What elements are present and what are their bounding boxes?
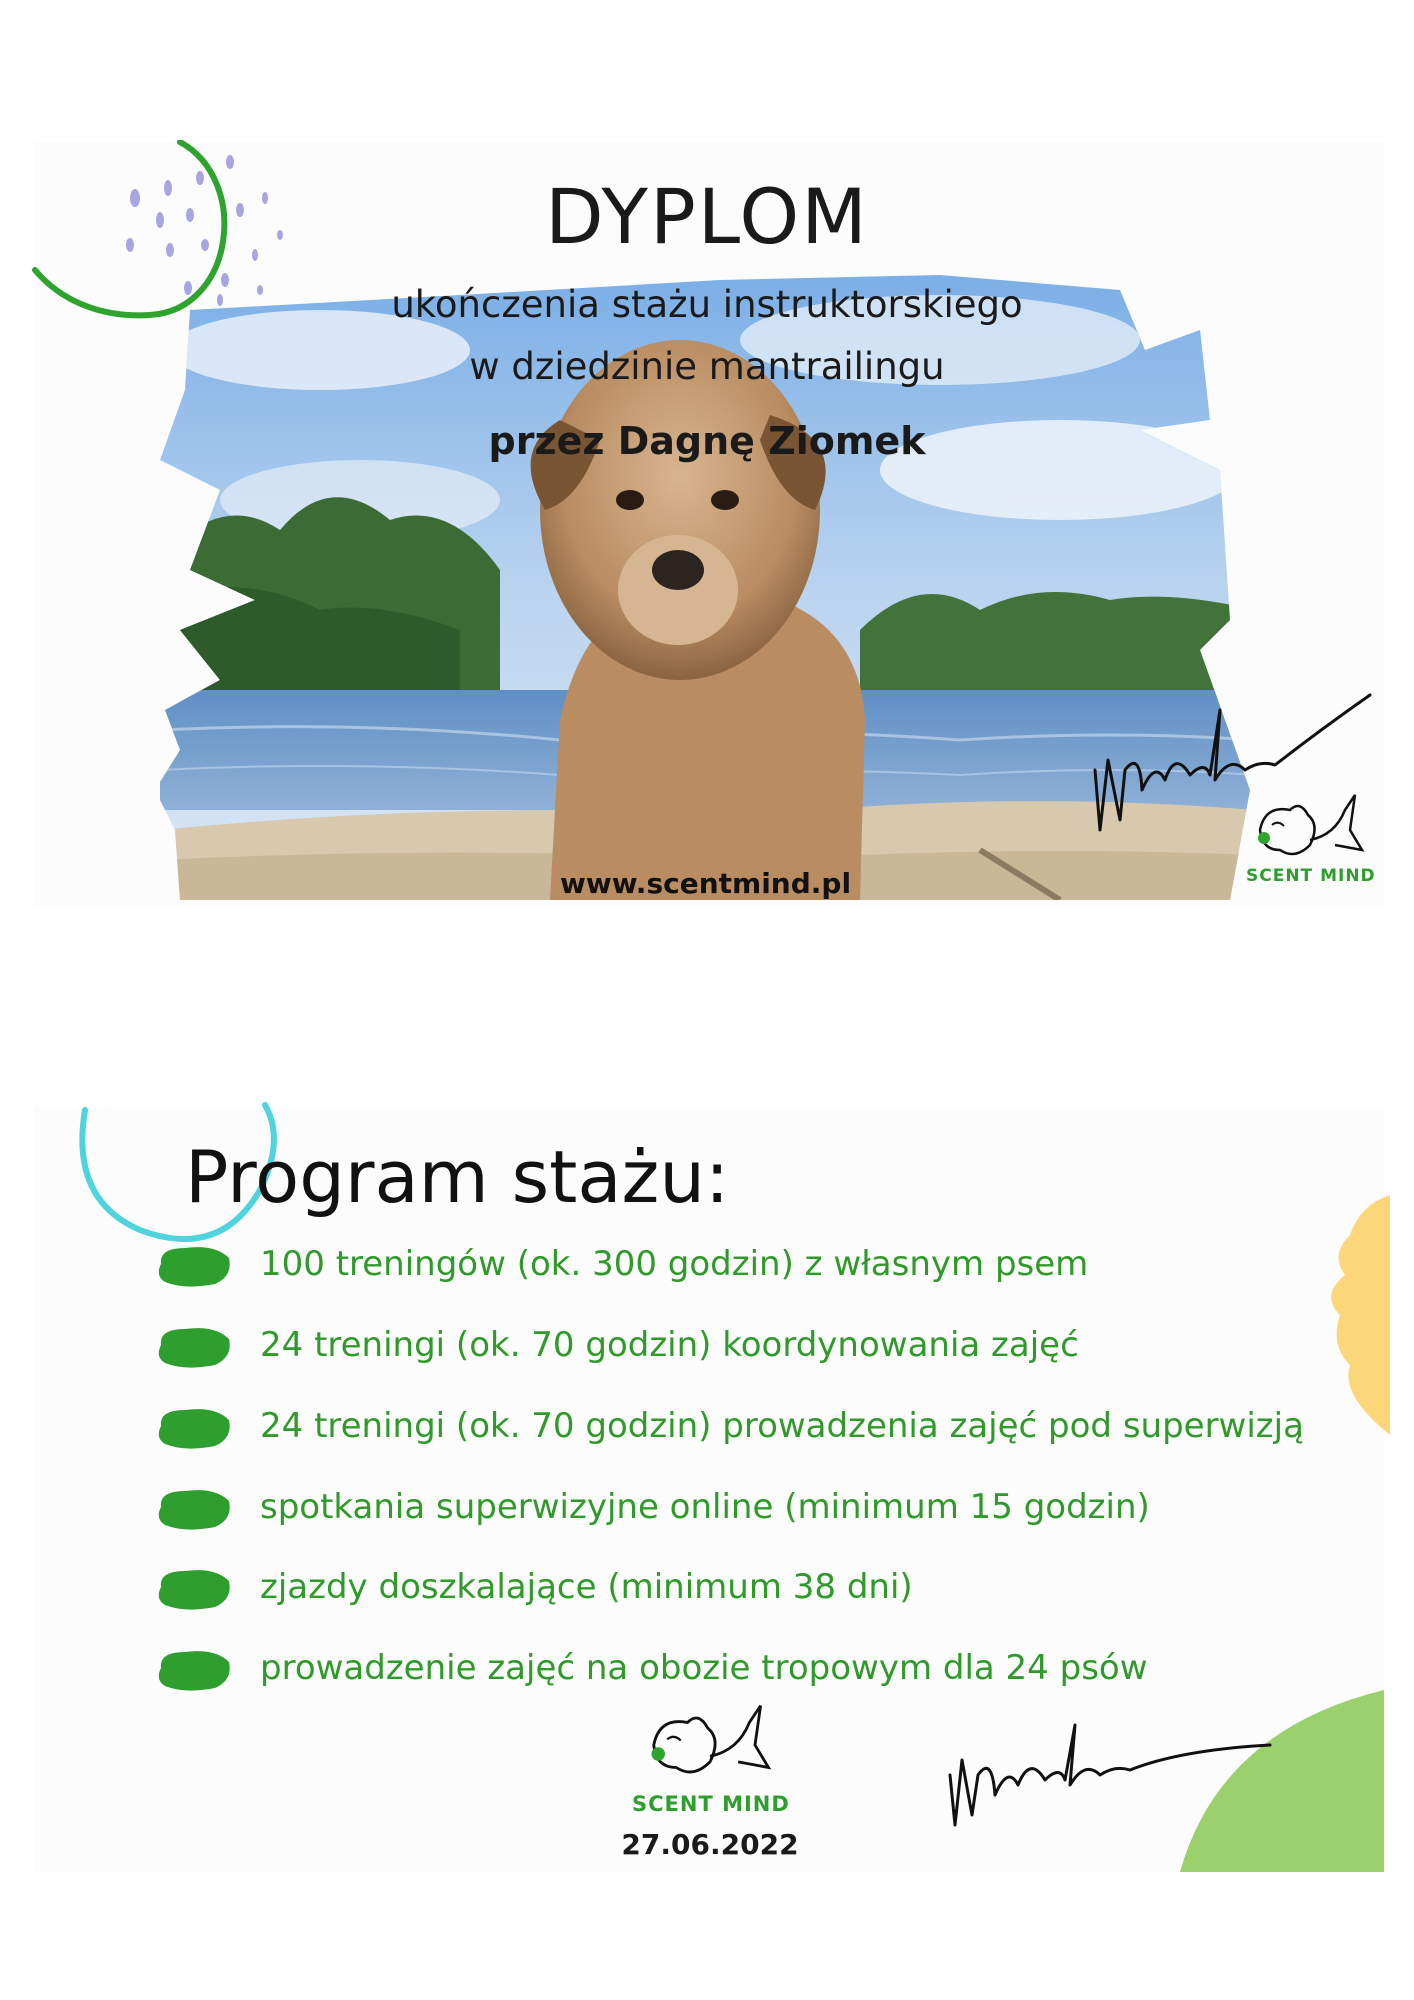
list-item	[155, 1561, 1305, 1621]
logo-label: SCENT MIND	[1246, 866, 1376, 886]
diploma-title: DYPLOM	[545, 172, 869, 261]
bullet-icon	[155, 1242, 233, 1290]
dog-logo-icon	[640, 1700, 780, 1790]
bullet-icon	[155, 1404, 233, 1452]
list-item	[155, 1642, 1305, 1702]
list-item	[155, 1400, 1305, 1460]
decorative-yellow-blob	[1290, 1195, 1390, 1435]
list-item-text: spotkania superwizyjne online (minimum 15 godzin)	[260, 1487, 1150, 1527]
diploma-subtitle-line2: w dziedzinie mantrailingu	[469, 345, 945, 388]
list-item	[155, 1319, 1305, 1379]
list-item-text: prowadzenie zajęć na obozie tropowym dla 24 psów	[260, 1648, 1148, 1688]
diploma-subtitle-line1: ukończenia stażu instruktorskiego	[391, 283, 1023, 326]
list-item-text: 24 treningi (ok. 70 godzin) koordynowania zajęć	[260, 1325, 1079, 1365]
signature-bottom	[940, 1715, 1280, 1845]
list-item-text: 24 treningi (ok. 70 godzin) prowadzenia zajęć pod superwizją	[260, 1406, 1304, 1446]
date: 27.06.2022	[621, 1828, 799, 1861]
bullet-icon	[155, 1323, 233, 1371]
list-item-text: 100 treningów (ok. 300 godzin) z własnym psem	[260, 1244, 1089, 1284]
list-item-text: zjazdy doszkalające (minimum 38 dni)	[260, 1567, 913, 1607]
list-item	[155, 1238, 1305, 1298]
website-url: www.scentmind.pl	[560, 867, 852, 900]
recipient-name: przez Dagnę Ziomek	[488, 419, 926, 463]
bullet-icon	[155, 1646, 233, 1694]
dog-logo-icon	[1250, 790, 1370, 870]
logo-label: SCENT MIND	[632, 1792, 790, 1816]
list-item	[155, 1481, 1305, 1541]
program-title: Program stażu:	[185, 1135, 730, 1219]
bullet-icon	[155, 1565, 233, 1613]
bullet-icon	[155, 1485, 233, 1533]
